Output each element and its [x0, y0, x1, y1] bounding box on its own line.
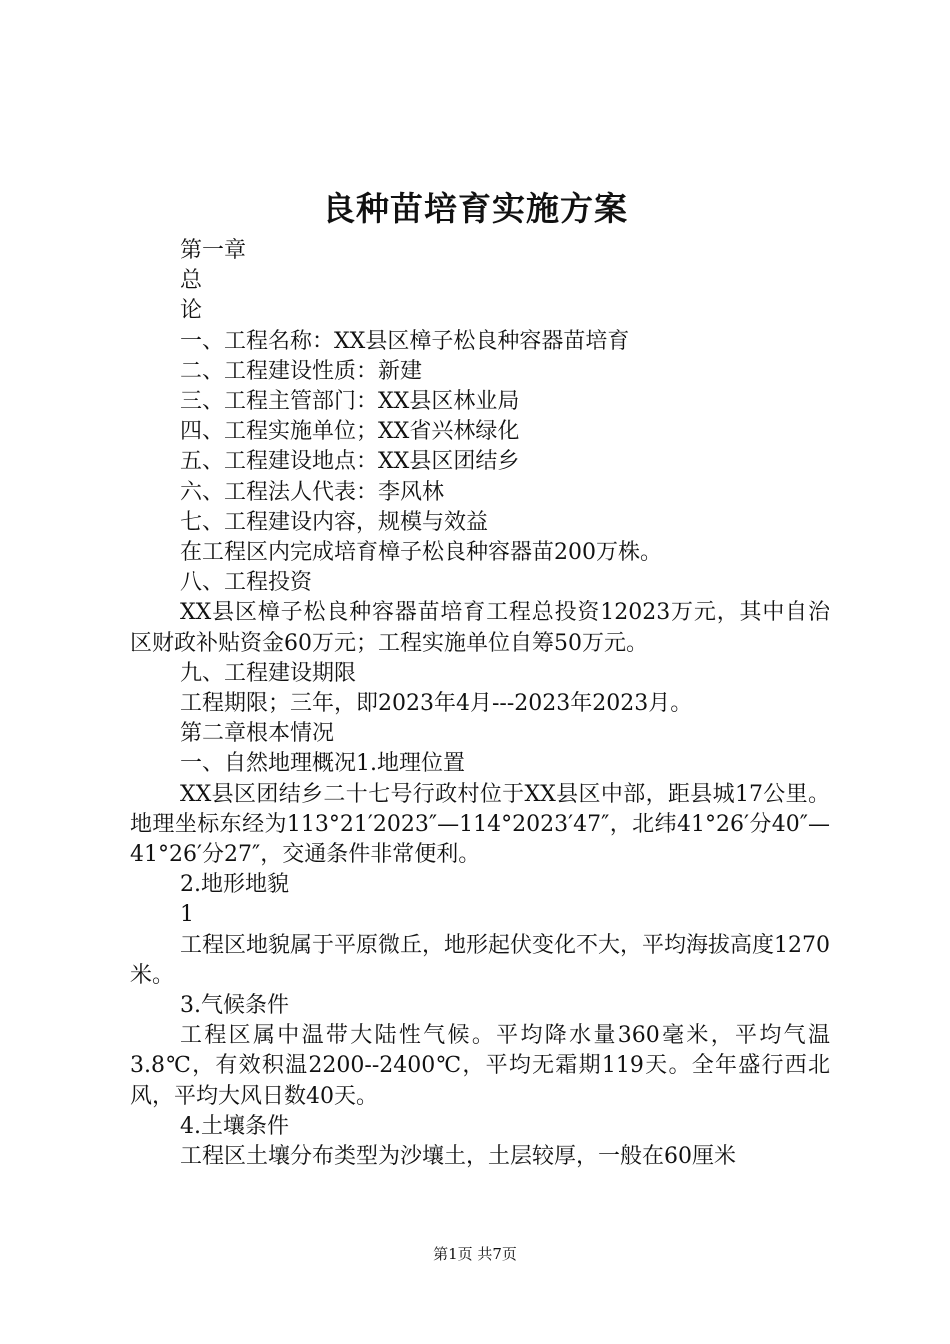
paragraph: 工程区土壤分布类型为沙壤土，土层较厚，一般在60厘米	[180, 1144, 736, 1170]
paragraph: 第二章根本情况	[180, 721, 335, 747]
paragraph: 总	[180, 268, 203, 294]
paragraph: 三、工程主管部门：XX县区林业局	[180, 389, 520, 415]
paragraph: 八、工程投资	[180, 570, 313, 596]
paragraph: 论	[180, 298, 203, 324]
paragraph: 四、工程实施单位；XX省兴林绿化	[180, 419, 520, 445]
paragraph: 2.地形地貌	[180, 872, 289, 898]
paragraph: 1	[180, 902, 194, 928]
paragraph: 在工程区内完成培育樟子松良种容器苗200万株。	[180, 540, 662, 566]
paragraph: 七、工程建设内容，规模与效益	[180, 509, 489, 535]
paragraph: 4.土壤条件	[180, 1113, 289, 1139]
paragraph: 第一章	[180, 238, 247, 263]
paragraph: 六、工程法人代表：李风林	[180, 479, 445, 505]
paragraph: 工程区地貌属于平原微丘，地形起伏变化不大，平均海拔高度1270米。	[130, 932, 830, 988]
paragraph: 工程期限；三年，即2023年4月---2023年2023月。	[180, 691, 693, 717]
paragraph: XX县区樟子松良种容器苗培育工程总投资12023万元，其中自治区财政补贴资金60万元；工程实施单位自筹50万元。	[130, 600, 830, 656]
paragraph: 3.气候条件	[180, 993, 289, 1019]
page-footer: 第1页 共7页	[433, 1245, 517, 1263]
paragraph: 一、自然地理概况1.地理位置	[180, 751, 465, 777]
paragraph: 二、工程建设性质：新建	[180, 358, 423, 384]
paragraph: 一、工程名称：XX县区樟子松良种容器苗培育	[180, 328, 630, 354]
paragraph: XX县区团结乡二十七号行政村位于XX县区中部，距县城17公里。地理坐标东经为113°21′2023″—114°2023′47″，北纬41°26′分40″—41°26′分27″，交通条件非常便利。	[130, 781, 830, 868]
document-body	[130, 236, 830, 1172]
paragraph: 工程区属中温带大陆性气候。平均降水量360毫米，平均气温3.8℃，有效积温2200--2400℃，平均无霜期119天。全年盛行西北风，平均大风日数40天。	[130, 1023, 830, 1109]
document-title: 良种苗培育实施方案	[322, 189, 628, 228]
paragraph: 九、工程建设期限	[180, 660, 357, 686]
paragraph: 五、工程建设地点：XX县区团结乡	[180, 449, 520, 475]
